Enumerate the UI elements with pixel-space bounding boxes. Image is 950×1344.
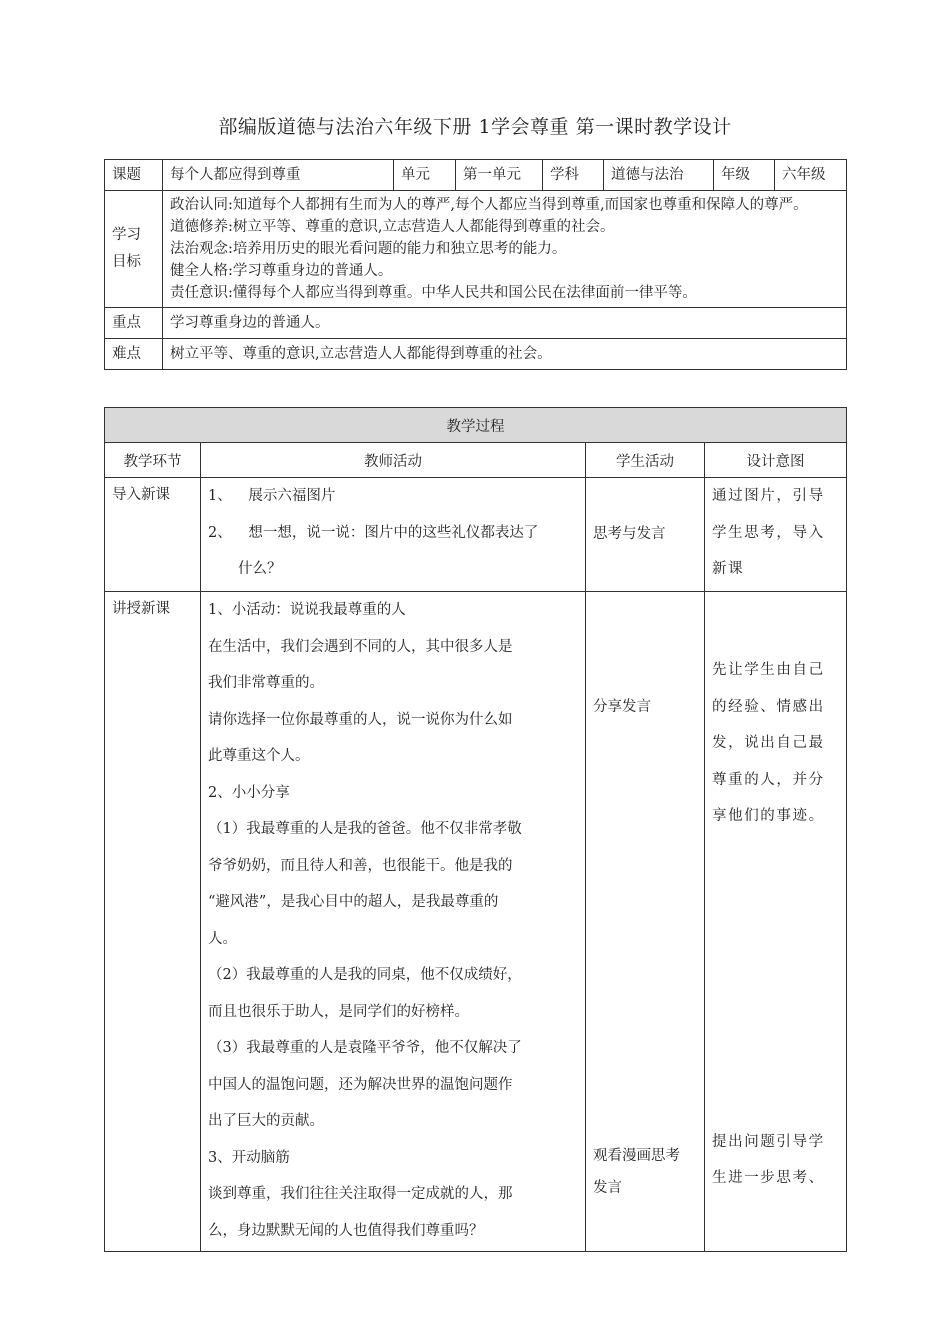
intent-line: 发，说出自己最 — [712, 735, 825, 751]
teacher-line: 我们非常尊重的。 — [208, 675, 324, 691]
student-text: 思考与发言 — [593, 526, 666, 543]
intent-line: 尊重的人，并分 — [712, 771, 825, 788]
teacher-line: 请你选择一位你最尊重的人，说一说你为什么如 — [208, 711, 513, 728]
column-header: 学生活动 — [586, 443, 705, 478]
intent-line: 学生思考，导入 — [712, 524, 825, 541]
column-header: 教学环节 — [105, 443, 201, 478]
lesson-info-table — [104, 159, 847, 370]
teacher-line: （1）我最尊重的人是我的爸爸。他不仅非常孝敬 — [208, 821, 522, 837]
grade-label: 年级 — [714, 160, 775, 191]
key-point-text: 学习尊重身边的普通人。 — [163, 308, 847, 339]
intent-line: 享他们的事迹。 — [712, 808, 825, 824]
intent-line: 新课 — [712, 561, 745, 577]
student-text: 观看漫画思考 — [593, 1147, 680, 1164]
intent-block — [712, 1124, 839, 1197]
student-text: 分享发言 — [593, 699, 651, 715]
student-activity-cell — [586, 592, 705, 1252]
process-column-headers — [105, 443, 847, 478]
teacher-text: 想一想，说一说：图片中的这些礼仪都表达了 — [248, 524, 539, 541]
goal-item: 健全人格:学习尊重身边的普通人。 — [170, 263, 393, 279]
teacher-line: 么，身边默默无闻的人也值得我们尊重吗？ — [208, 1222, 484, 1239]
subject-value: 道德与法治 — [604, 160, 714, 191]
goal-item: 法治观念:培养用历史的眼光看问题的能力和独立思考的能力。 — [170, 241, 567, 257]
teacher-line: 中国人的温饱问题，还为解决世界的温饱问题作 — [208, 1076, 513, 1093]
key-point-row — [105, 308, 847, 339]
column-header: 教师活动 — [201, 443, 586, 478]
intro-row — [105, 478, 847, 592]
intent-line: 的经验、情感出 — [712, 698, 825, 715]
subject-label: 学科 — [543, 160, 604, 191]
goals-content — [163, 191, 847, 308]
teacher-line: 出了巨大的贡献。 — [208, 1113, 324, 1129]
intent-line: 通过图片，引导 — [712, 488, 825, 504]
stage-cell: 讲授新课 — [105, 592, 201, 1252]
intent-block — [712, 652, 839, 835]
teaching-process-table — [104, 407, 847, 1252]
key-point-label: 重点 — [105, 308, 163, 339]
teacher-line: 爷爷奶奶，而且待人和善，也很能干。他是我的 — [208, 857, 513, 874]
column-header: 设计意图 — [705, 443, 847, 478]
stage-cell: 导入新课 — [105, 478, 201, 592]
teacher-line: 3、开动脑筋 — [208, 1149, 290, 1166]
difficulty-label: 难点 — [105, 339, 163, 370]
intent-line: 提出问题引导学 — [712, 1133, 825, 1150]
intent-line: 生进一步思考、 — [712, 1170, 825, 1186]
page-title: 部编版道德与法治六年级下册 1学会尊重 第一课时教学设计 — [218, 116, 732, 138]
teacher-line: 而且也很乐于助人，是同学们的好榜样。 — [208, 1003, 469, 1020]
goal-item: 政治认同:知道每个人都拥有生而为人的尊严,每个人都应当得到尊重,而国家也尊重和保障人的尊严。 — [170, 197, 808, 213]
goal-item: 责任意识:懂得每个人都应当得到尊重。中华人民共和国公民在法律面前一律平等。 — [170, 285, 697, 301]
teacher-text: 展示六福图片 — [248, 488, 336, 504]
teacher-line: 在生活中，我们会遇到不同的人，其中很多人是 — [208, 638, 513, 655]
teacher-line: “避风港”，是我心目中的超人，是我最尊重的 — [208, 894, 499, 910]
teacher-line: 什么？ — [238, 561, 282, 577]
teacher-line: 人。 — [208, 930, 237, 947]
student-text: 发言 — [593, 1180, 622, 1196]
teacher-line: 2、小小分享 — [208, 784, 290, 801]
goals-row — [105, 191, 847, 308]
design-intent-cell — [705, 592, 847, 1252]
teacher-line: 谈到尊重，我们往往关注取得一定成就的人，那 — [208, 1186, 513, 1202]
teacher-activity-cell — [201, 478, 586, 592]
goal-item: 道德修养:树立平等、尊重的意识,立志营造人人都能得到尊重的社会。 — [170, 219, 615, 235]
unit-value: 第一单元 — [456, 160, 543, 191]
intent-line: 先让学生由自己 — [712, 662, 825, 678]
grade-value: 六年级 — [775, 160, 847, 191]
teacher-activity-cell — [201, 592, 586, 1252]
process-header: 教学过程 — [105, 408, 847, 443]
teacher-line: （3）我最尊重的人是袁隆平爷爷，他不仅解决了 — [208, 1040, 522, 1056]
teacher-line: 1、小活动：说说我最尊重的人 — [208, 602, 406, 618]
difficulty-text: 树立平等、尊重的意识,立志营造人人都能得到尊重的社会。 — [163, 339, 847, 370]
list-number: 2、 — [208, 524, 232, 541]
info-row — [105, 160, 847, 191]
difficulty-row — [105, 339, 847, 370]
teacher-line — [208, 515, 578, 552]
unit-label: 单元 — [394, 160, 456, 191]
student-activity-cell — [586, 478, 705, 592]
goals-label-line-2: 目标 — [112, 254, 141, 270]
list-number: 1、 — [208, 488, 232, 504]
teacher-line — [208, 478, 578, 515]
teacher-line: 此尊重这个人。 — [208, 748, 310, 764]
goals-label — [105, 191, 163, 308]
goals-label-line-1: 学习 — [112, 227, 141, 243]
topic-label: 课题 — [105, 160, 163, 191]
topic-value: 每个人都应得到尊重 — [163, 160, 394, 191]
teacher-line: （2）我最尊重的人是我的同桌，他不仅成绩好， — [208, 967, 522, 983]
design-intent-cell — [705, 478, 847, 592]
lesson-row — [105, 592, 847, 1252]
